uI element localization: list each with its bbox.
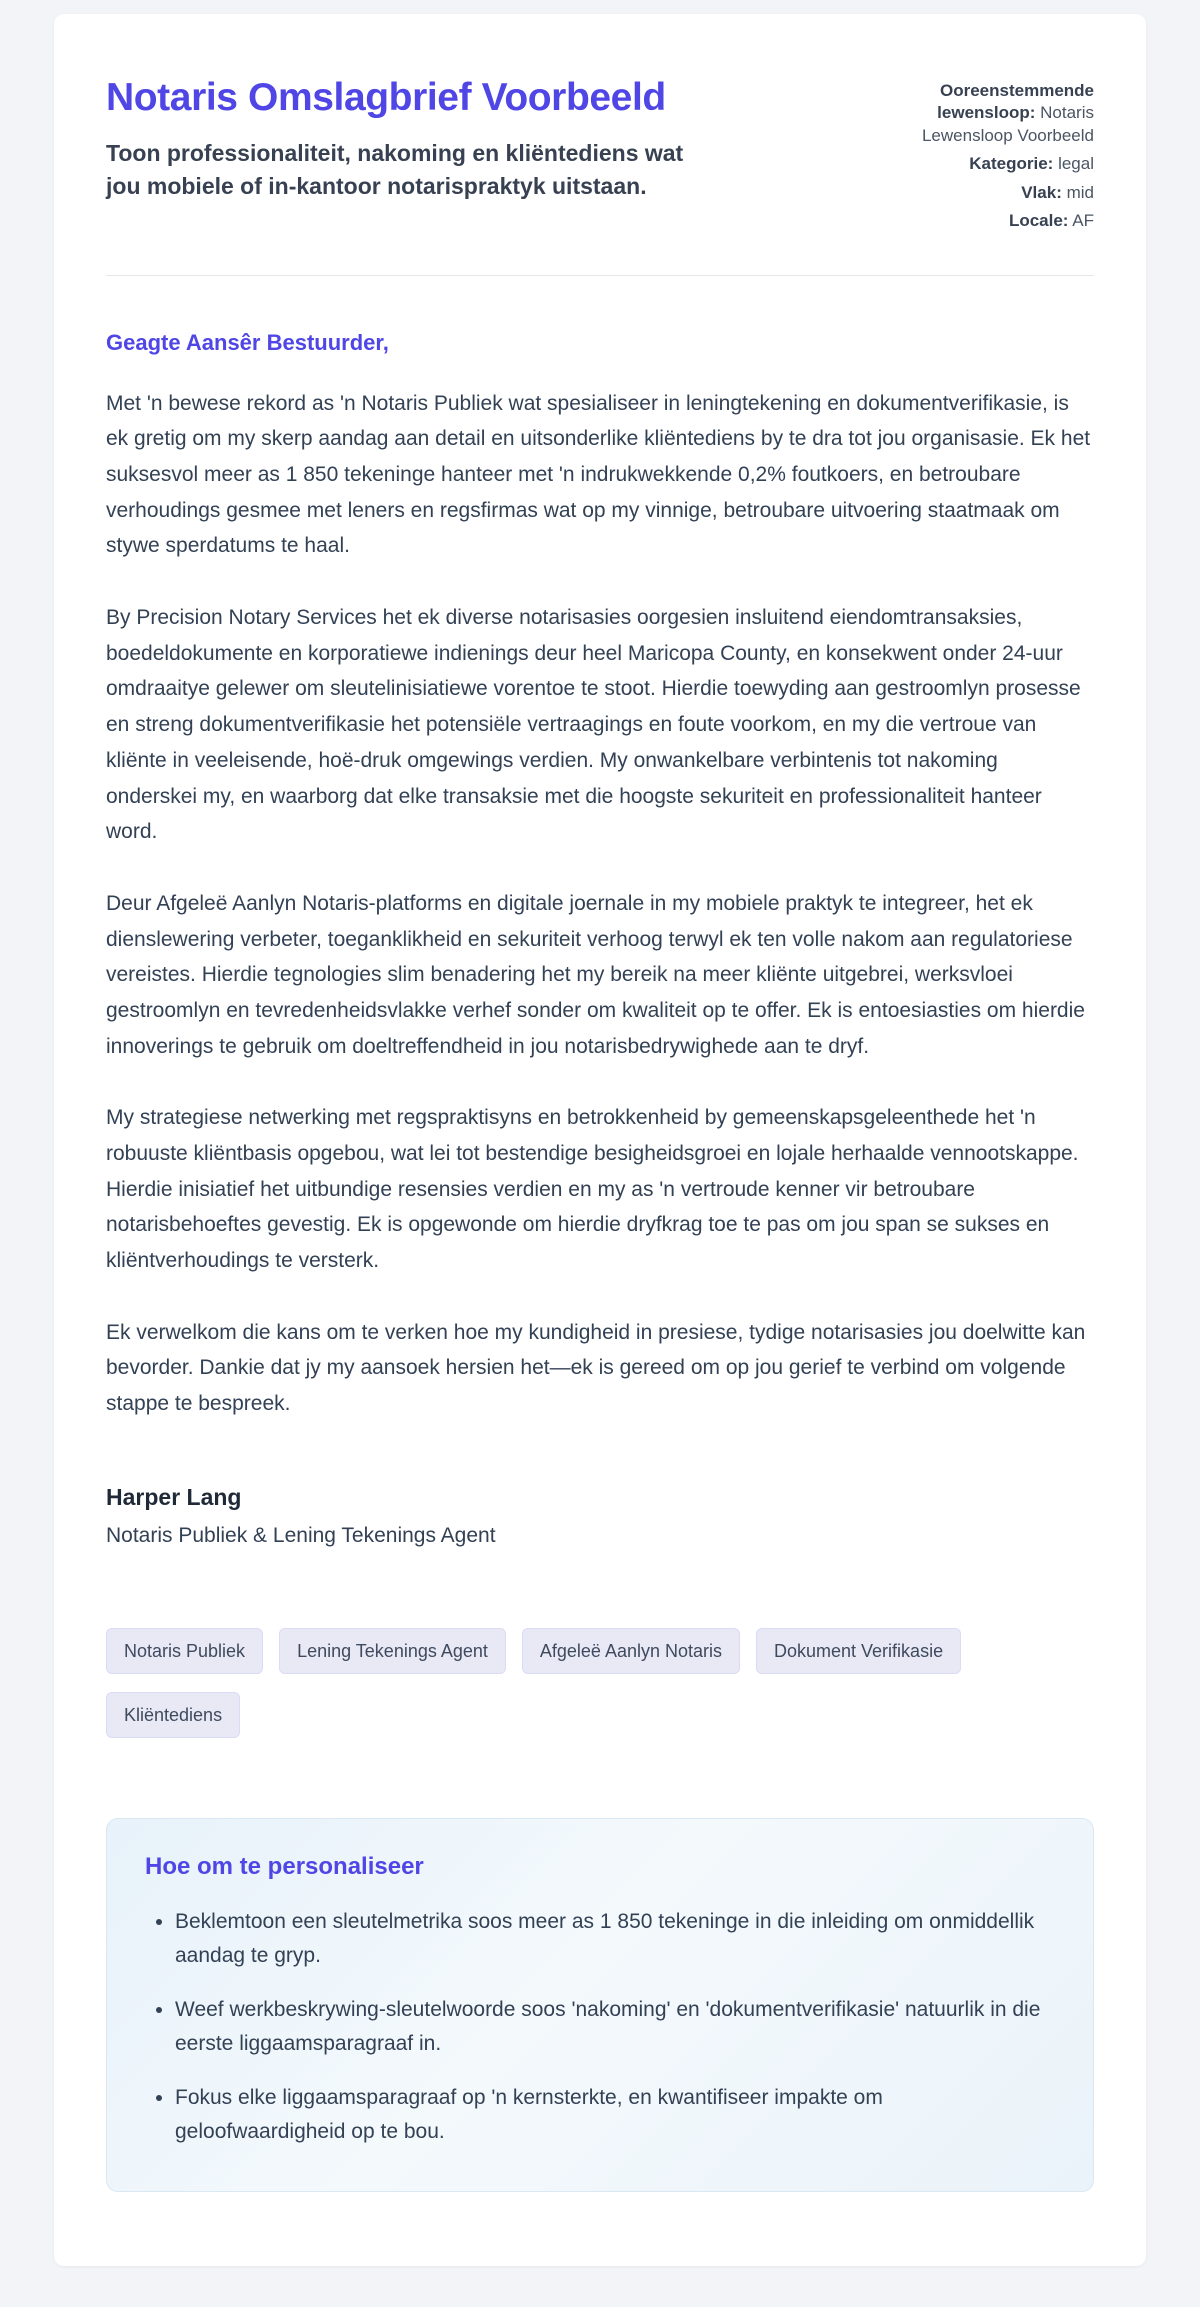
header-divider	[106, 275, 1094, 276]
meta-category-label: Kategorie:	[969, 154, 1054, 174]
tag-chip: Lening Tekenings Agent	[279, 1628, 506, 1674]
tips-title: Hoe om te personaliseer	[145, 1852, 424, 1880]
letter-paragraph: Deur Afgeleë Aanlyn Notaris-platforms en digitale joernale in my mobiele praktyk te integreer, het ek dienslewering verbeter, toeganklikheid en sekuriteit verhoog terwyl ek ten volle nakom aan regulatoriese vereistes. Hierdie tegnologies slim benadering het my bereik na meer kliënte uitgebrei, werksvloei gestroomlyn en tevredenheidsvlakke verhef sonder om kwaliteit op te offer. Ek is entoesiasties om hierdie innoverings te gebruik om doeltreffendheid in jou notarisbedrywighede aan te dryf.	[106, 891, 1085, 1058]
keyword-tags	[106, 1628, 1094, 1738]
tag-chip: Notaris Publiek	[106, 1628, 263, 1674]
letter-paragraph: My strategiese netwerking met regspraktisyns en betrokkenheid by gemeenskapsgeleenthede het 'n robuuste kliëntbasis opgebou, wat lei tot bestendige besigheidsgroei en lojale herhaalde vennootskappe. Hierdie inisiatief het uitbundige resensies verdien en my as 'n vertroude kenner vir betroubare notarisbehoeftes gevestig. Ek is opgewonde om hierdie dryfkrag toe te pas om jou span se sukses en kliëntverhoudings te versterk.	[106, 1106, 1079, 1273]
tip-item: • Weef werkbeskrywing-sleutelwoorde soos 'nakoming' en 'dokumentverifikasie' natuurlik in die eerste liggaamsparagraaf in.	[175, 1993, 1055, 2061]
meta-locale-label: Locale:	[1008, 211, 1069, 231]
letter-paragraph: Ek verwelkom die kans om te verken hoe my kundigheid in presiese, tydige notarisasies jou doelwitte kan bevorder. Dankie dat jy my aansoek hersien het—ek is gereed om op jou gerief te verbind om volgende stappe te bespreek.	[106, 1320, 1086, 1416]
meta-category-value: legal	[1058, 154, 1094, 174]
signature-block	[106, 1484, 1094, 1548]
meta-level-label: Vlak:	[1021, 182, 1062, 202]
signature-name: Harper Lang	[106, 1483, 242, 1510]
page-title: Notaris Omslagbrief Voorbeeld	[106, 76, 666, 119]
letter-card	[54, 14, 1146, 2266]
tip-item: • Beklemtoon een sleutelmetrika soos meer as 1 850 tekeninge in die inleiding om onmiddellik aandag te gryp.	[175, 1905, 1055, 1973]
meta-panel	[879, 76, 1094, 239]
personalization-tips-box	[106, 1818, 1094, 2192]
letter-header	[106, 76, 1094, 239]
tips-list	[145, 1905, 1055, 2149]
tag-chip: Afgeleë Aanlyn Notaris	[522, 1628, 740, 1674]
letter-paragraph: Met 'n bewese rekord as 'n Notaris Publiek wat spesialiseer in leningtekening en dokumentverifikasie, is ek gretig om my skerp aandag aan detail en uitsonderlike kliëntediens by te dra tot jou organisasie. Ek het suksesvol meer as 1 850 tekeninge hanteer met 'n indrukwekkende 0,2% foutkoers, en betroubare verhoudings gesmee met leners en regsfirmas wat op my vinnige, betroubare uitvoering staatmaak om stywe sperdatums te haal.	[106, 391, 1091, 558]
signature-role: Notaris Publiek & Lening Tekenings Agent	[106, 1523, 496, 1547]
tip-item: • Fokus elke liggaamsparagraaf op 'n kernsterkte, en kwantifiseer impakte om geloofwaardigheid op te bou.	[175, 2081, 1055, 2149]
meta-locale	[879, 210, 1094, 232]
tag-chip: Dokument Verifikasie	[756, 1628, 961, 1674]
tag-chip: Kliëntediens	[106, 1692, 240, 1738]
meta-locale-value: AF	[1072, 211, 1094, 231]
meta-matching-resume-value: Notaris Lewensloop Voorbeeld	[921, 103, 1094, 145]
meta-level	[879, 182, 1094, 204]
meta-matching-resume-label: Ooreenstemmende lewensloop:	[937, 81, 1094, 123]
letter-greeting: Geagte Aansêr Bestuurder,	[106, 329, 389, 355]
page-subtitle: Toon professionaliteit, nakoming en kliëntediens wat jou mobiele of in-kantoor notarispraktyk uitstaan.	[106, 139, 684, 200]
meta-matching-resume	[879, 80, 1094, 147]
meta-category	[879, 153, 1094, 175]
meta-level-value: mid	[1066, 182, 1094, 202]
header-title-block	[106, 76, 706, 204]
letter-paragraph: By Precision Notary Services het ek diverse notarisasies oorgesien insluitend eiendomtransaksies, boedeldokumente en korporatiewe indienings deur heel Maricopa County, en konsekwent onder 24-uur omdraaitye gelewer om sleutelinisiatiewe vorentoe te stoot. Hierdie toewyding aan gestroomlyn prosesse en streng dokumentverifikasie het potensiële vertraagings en foute voorkom, en my die vertroue van kliënte in veeleisende, hoë-druk omgewings verdien. My onwankelbare verbintenis tot nakoming onderskei my, en waarborg dat elke transaksie met die hoogste sekuriteit en professionaliteit hanteer word.	[106, 606, 1081, 844]
